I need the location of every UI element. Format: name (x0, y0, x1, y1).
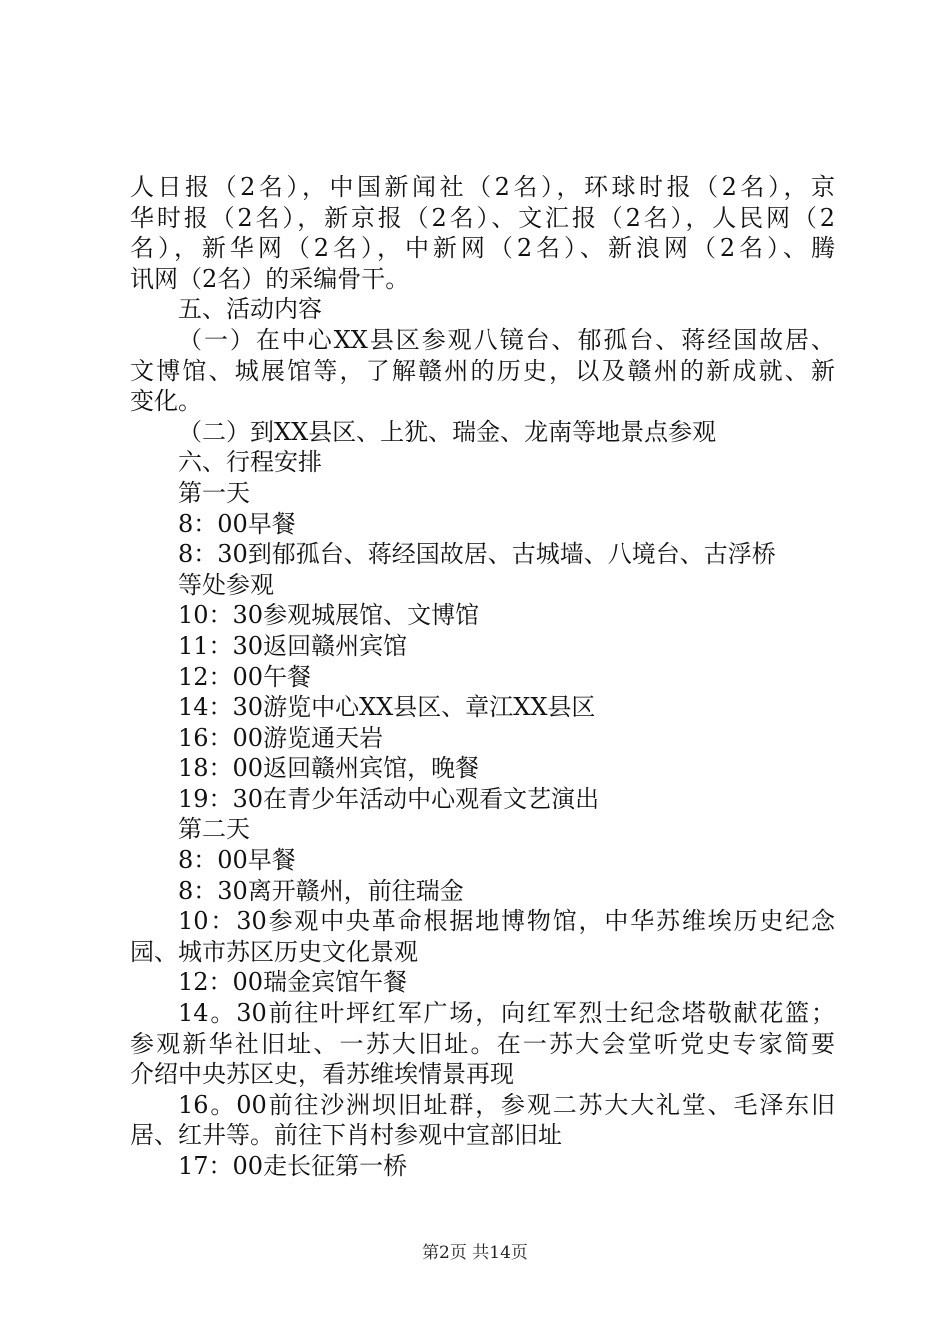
schedule-item: 16：00游览通天岩 (178, 723, 384, 752)
page-number-footer: 第2页 共14页 (422, 1243, 528, 1263)
schedule-item: 10：30参观城展馆、文博馆 (178, 601, 480, 630)
text-line-1: 人日报（2名），中国新闻社（2名），环球时报（2名），京 (130, 173, 835, 201)
document-body (130, 172, 835, 1182)
text-line-8: 变化。 (130, 387, 202, 416)
schedule-item: 12：00午餐 (178, 662, 312, 691)
schedule-item: 19：30在青少年活动中心观看文艺演出 (178, 784, 600, 813)
schedule-item-cont: 等处参观 (178, 570, 274, 599)
schedule-item: 12：00瑞金宾馆午餐 (178, 968, 408, 997)
text-line-6: （一）在中心XX县区参观八镜台、郁孤台、蒋经国故居、 (178, 325, 835, 354)
schedule-item: 8：00早餐 (178, 509, 296, 538)
text-line-7: 文博馆、城展馆等，了解赣州的历史，以及赣州的新成就、新 (130, 356, 835, 385)
schedule-item: 14。30前往叶坪红军广场，向红军烈士纪念塔敬献花篮； (178, 999, 835, 1028)
schedule-item-cont: 居、红井等。前往下肖村参观中宣部旧址 (130, 1121, 562, 1150)
text-line-2: 华时报（2名），新京报（2名）、文汇报（2名），人民网（2 (130, 203, 835, 232)
schedule-item: 18：00返回赣州宾馆，晚餐 (178, 754, 480, 783)
schedule-item-cont: 介绍中央苏区史，看苏维埃情景再现 (130, 1060, 514, 1089)
section-heading-activity: 五、活动内容 (178, 295, 322, 324)
text-line-3: 名），新华网（2名），中新网（2名）、新浪网（2名）、腾 (130, 234, 835, 263)
schedule-item: 11：30返回赣州宾馆 (178, 631, 408, 660)
schedule-item: 16。00前往沙洲坝旧址群，参观二苏大大礼堂、毛泽东旧 (178, 1090, 835, 1119)
schedule-item: 8：00早餐 (178, 846, 296, 875)
schedule-item: 8：30离开赣州，前往瑞金 (178, 876, 464, 905)
schedule-item: 10：30参观中央革命根据地博物馆，中华苏维埃历史纪念 (178, 907, 835, 936)
schedule-item: 17：00走长征第一桥 (178, 1152, 408, 1180)
text-line-4: 讯网（2名）的采编骨干。 (130, 264, 410, 293)
section-heading-schedule: 六、行程安排 (178, 448, 322, 477)
schedule-item: 8：30到郁孤台、蒋经国故居、古城墙、八境台、古浮桥 (178, 540, 776, 569)
text-line-9: （二）到XX县区、上犹、瑞金、龙南等地景点参观 (178, 417, 717, 446)
day-heading-1: 第一天 (178, 478, 250, 507)
schedule-item-cont: 参观新华社旧址、一苏大旧址。在一苏大会堂听党史专家简要 (130, 1029, 835, 1058)
schedule-item-cont: 园、城市苏区历史文化景观 (130, 937, 418, 966)
schedule-item: 14：30游览中心XX县区、章江XX县区 (178, 693, 596, 722)
day-heading-2: 第二天 (178, 815, 250, 844)
